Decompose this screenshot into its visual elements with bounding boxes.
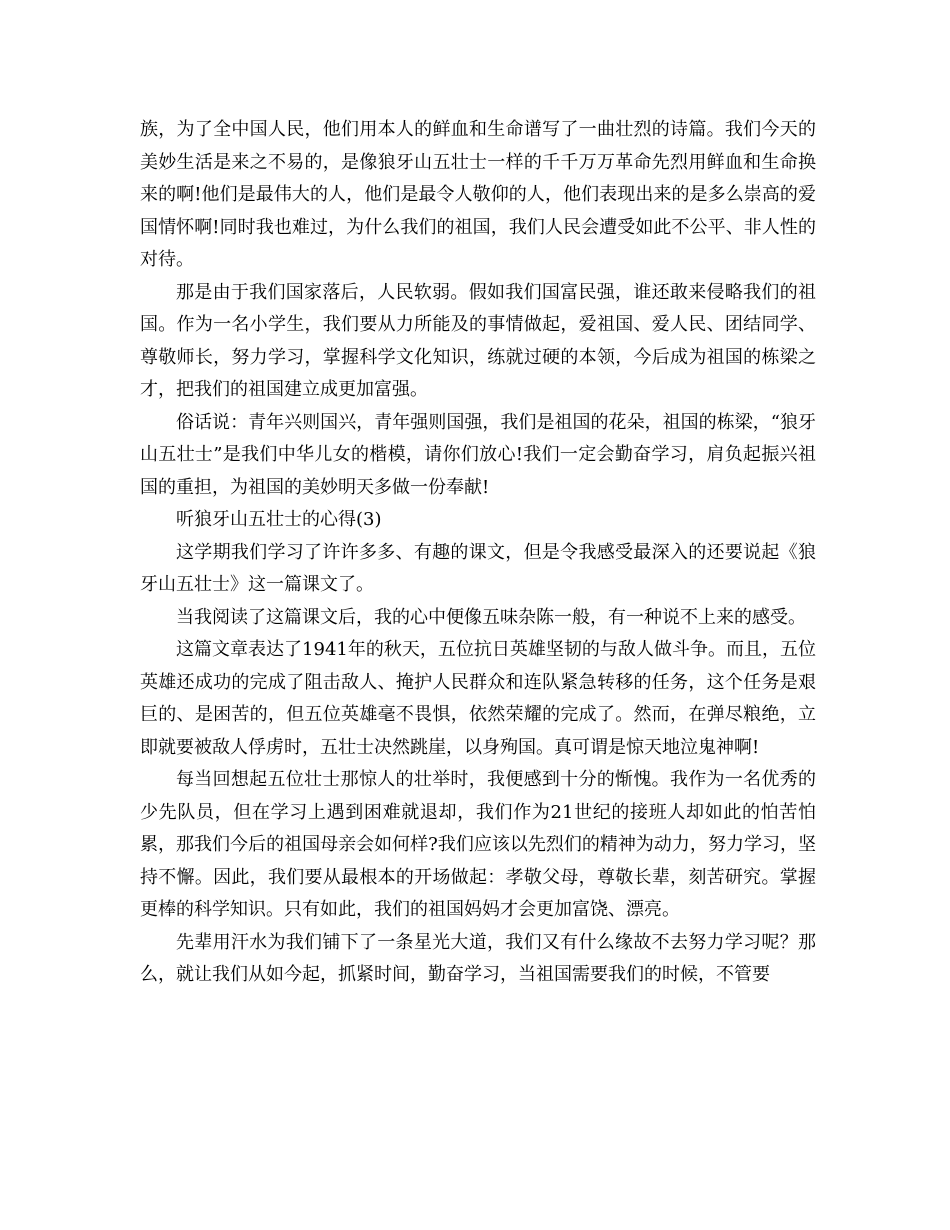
- paragraph-2: 那是由于我们国家落后，人民软弱。假如我们国富民强，谁还敢来侵略我们的祖国。作为一名小学生，我们要从力所能及的事情做起，爱祖国、爱人民、团结同学、尊敬师长，努力学习，掌握科学文化知识，练就过硬的本领，今后成为祖国的栋梁之才，把我们的祖国建立成更加富强。: [140, 281, 816, 400]
- document-body: [140, 114, 816, 992]
- section-heading: 听狼牙山五壮士的心得(3): [176, 509, 382, 530]
- paragraph-1: 族，为了全中国人民，他们用本人的鲜血和生命谱写了一曲壮烈的诗篇。我们今天的美妙生活是来之不易的，是像狼牙山五壮士一样的千千万万革命先烈用鲜血和生命换来的啊!他们是最伟大的人，他们是最令人敬仰的人，他们表现出来的是多么崇高的爱国情怀啊!同时我也难过，为什么我们的祖国，我们人民会遭受如此不公平、非人性的对待。: [140, 119, 816, 270]
- paragraph-4: 这学期我们学习了许许多多、有趣的课文，但是令我感受最深入的还要说起《狼牙山五壮士》这一篇课文了。: [140, 541, 816, 595]
- paragraph-5: 当我阅读了这篇课文后，我的心中便像五味杂陈一般，有一种说不上来的感受。: [176, 606, 806, 628]
- paragraph-3: 俗话说：青年兴则国兴，青年强则国强，我们是祖国的花朵，祖国的栋梁，“狼牙山五壮士”是我们中华儿女的楷模，请你们放心!我们一定会勤奋学习，肩负起振兴祖国的重担，为祖国的美妙明天多做一份奉献!: [140, 411, 816, 498]
- paragraph-7: 每当回想起五位壮士那惊人的壮举时，我便感到十分的惭愧。我作为一名优秀的少先队员，但在学习上遇到困难就退却，我们作为21世纪的接班人却如此的怕苦怕累，那我们今后的祖国母亲会如何样?我们应该以先烈们的精神为动力，努力学习，坚持不懈。因此，我们要从最根本的开场做起：孝敬父母，尊敬长辈，刻苦研究。掌握更棒的科学知识。只有如此，我们的祖国妈妈才会更加富饶、漂亮。: [140, 769, 816, 920]
- paragraph-6: 这篇文章表达了1941年的秋天，五位抗日英雄坚韧的与敌人做斗争。而且，五位英雄还成功的完成了阻击敌人、掩护人民群众和连队紧急转移的任务，这个任务是艰巨的、是困苦的，但五位英雄毫不畏惧，依然荣耀的完成了。然而，在弹尽粮绝，立即就要被敌人俘虏时，五壮士决然跳崖，以身殉国。真可谓是惊天地泣鬼神啊!: [140, 639, 816, 758]
- paragraph-8: 先辈用汗水为我们铺下了一条星光大道，我们又有什么缘故不去努力学习呢？那么，就让我们从如今起，抓紧时间，勤奋学习，当祖国需要我们的时候，不管要: [140, 931, 816, 985]
